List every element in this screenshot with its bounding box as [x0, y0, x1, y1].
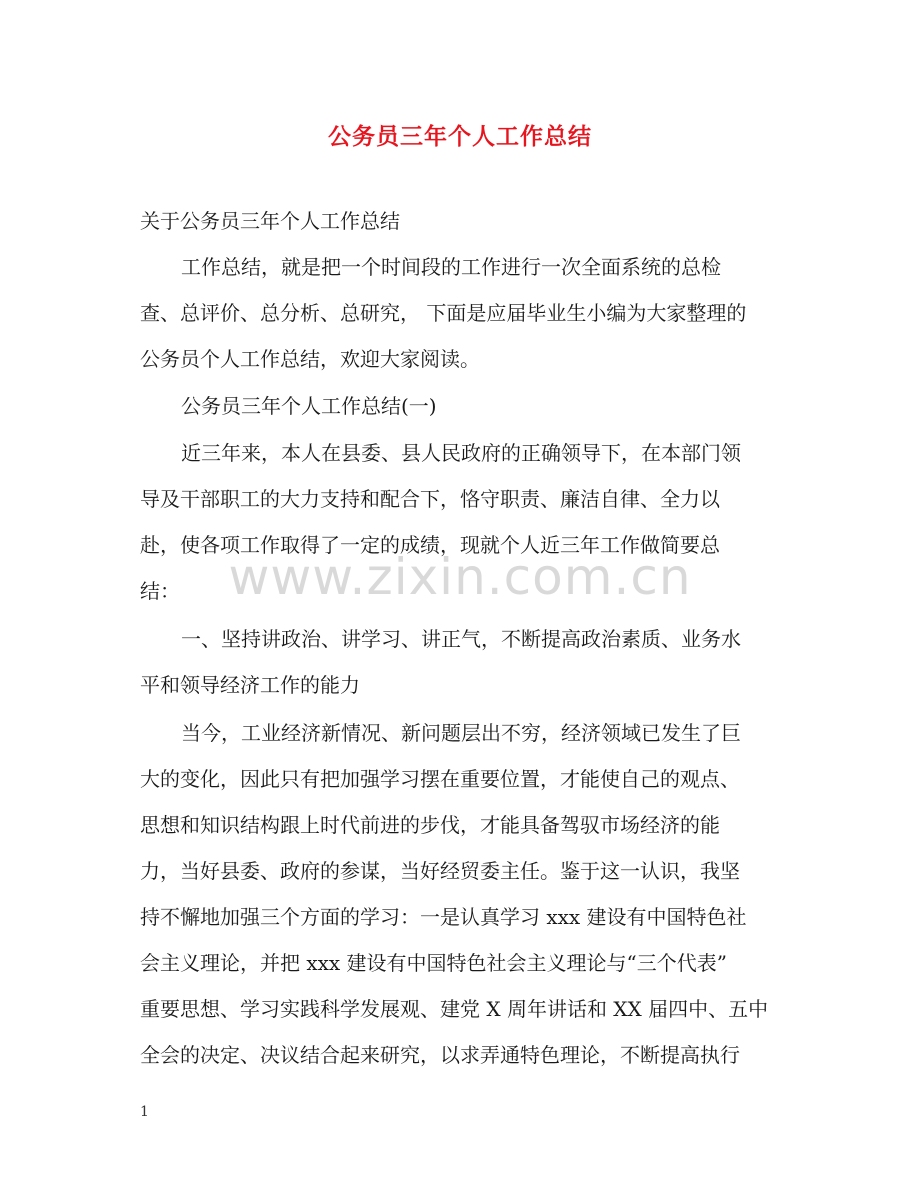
- section-heading: [140, 383, 800, 429]
- text-line: 公务员个人工作总结，欢迎大家阅读。: [140, 347, 480, 371]
- text-line: 思想和知识结构跟上时代前进的步伐，才能具备驾驭市场经济的能: [140, 813, 720, 837]
- text-line: 近三年来，本人在县委、县人民政府的正确领导下，在本部门领: [181, 441, 741, 465]
- text-line: 当今，工业经济新情况、新问题层出不穷，经济领域已发生了巨: [181, 721, 741, 745]
- text-line: 结：: [140, 579, 180, 603]
- subtitle-line: 关于公务员三年个人工作总结: [140, 209, 400, 233]
- watermark: www.zixin.com.cn: [228, 548, 692, 606]
- text-line: 查、总评价、总分析、总研究， 下面是应届毕业生小编为大家整理的: [140, 301, 747, 325]
- document-title: 公务员三年个人工作总结: [328, 123, 592, 150]
- page-number: 1: [140, 1104, 149, 1120]
- text-line: 持不懈地加强三个方面的学习：一是认真学习 xxx 建设有中国特色社: [140, 905, 747, 929]
- document-subtitle: [140, 198, 800, 244]
- text-line: 大的变化，因此只有把加强学习摆在重要位置，才能使自己的观点、: [140, 767, 740, 791]
- text-line: 导及干部职工的大力支持和配合下，恪守职责、廉洁自律、全力以: [140, 487, 720, 511]
- point-1-heading: [140, 616, 800, 708]
- text-line: 力，当好县委、政府的参谋，当好经贸委主任。鉴于这一认识，我坚: [140, 859, 740, 883]
- text-line: 公务员三年个人工作总结(一): [181, 394, 437, 418]
- text-line: 会主义理论，并把 xxx 建设有中国特色社会主义理论与“三个代表”: [140, 951, 728, 975]
- intro-paragraph: [140, 244, 800, 382]
- text-line: 赴，使各项工作取得了一定的成绩，现就个人近三年工作做简要总: [140, 533, 720, 557]
- paragraph-2: [140, 710, 800, 1078]
- text-line: 工作总结，就是把一个时间段的工作进行一次全面系统的总检: [181, 255, 721, 279]
- paragraph-1: [140, 430, 800, 614]
- text-line: 全会的决定、决议结合起来研究，以求弄通特色理论，不断提高执行: [140, 1043, 740, 1067]
- text-line: 重要思想、学习实践科学发展观、建党 X 周年讲话和 XX 届四中、五中: [140, 997, 769, 1021]
- text-line: 一、坚持讲政治、讲学习、讲正气，不断提高政治素质、业务水: [181, 627, 741, 651]
- text-line: 平和领导经济工作的能力: [140, 673, 360, 697]
